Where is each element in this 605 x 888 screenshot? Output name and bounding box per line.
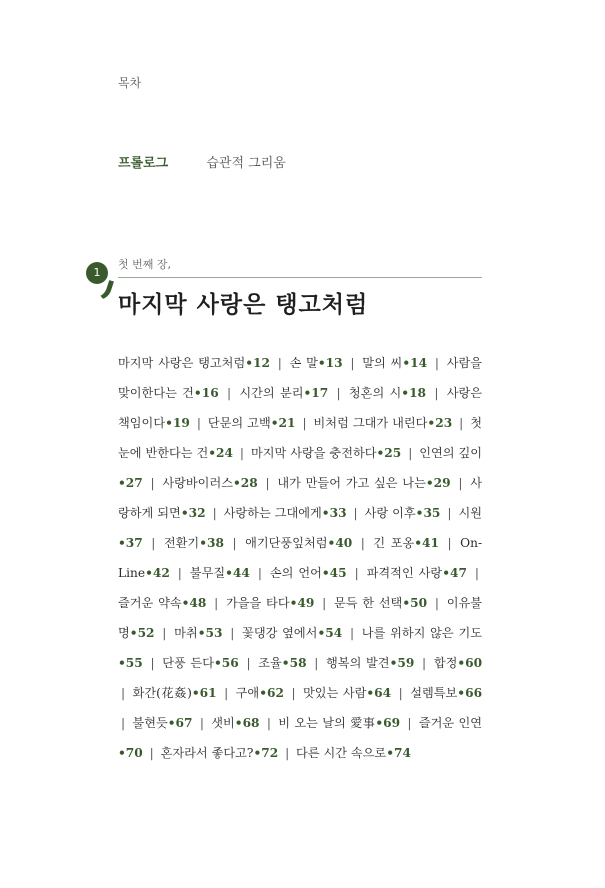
toc-entry-title: 애기단풍잎처럼 bbox=[245, 536, 328, 550]
toc-separator: | bbox=[314, 656, 319, 670]
toc-entry-page: •33 bbox=[321, 506, 347, 520]
toc-entry-title: 비 오는 날의 愛事 bbox=[278, 716, 376, 730]
prologue-line bbox=[118, 152, 286, 171]
toc-entry-title: 손 말 bbox=[289, 356, 318, 370]
toc-entry-page: •70 bbox=[118, 746, 143, 760]
toc-entry-page: •44 bbox=[225, 566, 250, 580]
toc-separator: | bbox=[224, 686, 229, 700]
toc-entry-title: 첫눈에 반한다는 건 bbox=[118, 416, 482, 460]
toc-separator: | bbox=[353, 506, 358, 520]
toc-entry-page: •41 bbox=[414, 536, 439, 550]
toc-entry-title: 비처럼 그대가 내린다 bbox=[313, 416, 428, 430]
toc-entry[interactable] bbox=[362, 356, 427, 370]
toc-entry-title: 문득 한 선택 bbox=[333, 596, 403, 610]
toc-separator: | bbox=[265, 476, 270, 490]
toc-entry-page: •74 bbox=[386, 746, 411, 760]
toc-entry-page: •59 bbox=[389, 656, 415, 670]
toc-separator: | bbox=[459, 416, 464, 430]
toc-separator: | bbox=[422, 656, 427, 670]
toc-entry-page: •40 bbox=[327, 536, 353, 550]
toc-separator: | bbox=[151, 536, 156, 550]
toc-entry-page: •13 bbox=[317, 356, 343, 370]
toc-separator: | bbox=[398, 686, 403, 700]
toc-entry[interactable] bbox=[226, 596, 314, 610]
toc-entry-page: •35 bbox=[415, 506, 441, 520]
toc-entry-title: 시간의 분리 bbox=[239, 386, 304, 400]
toc-entry[interactable] bbox=[296, 746, 411, 760]
toc-entry-title: 사람을 맞이한다는 건 bbox=[118, 356, 483, 400]
toc-entry-title: 꽃댕강 옆에서 bbox=[242, 626, 318, 640]
toc-separator: | bbox=[121, 686, 126, 700]
toc-entry-page: •37 bbox=[118, 536, 143, 550]
toc-entry-title: 혼자라서 좋다고? bbox=[160, 746, 254, 760]
toc-entry[interactable] bbox=[190, 566, 250, 580]
toc-entry[interactable] bbox=[162, 476, 257, 490]
toc-separator: | bbox=[336, 386, 341, 400]
toc-entry-title: 마지막 사랑을 충전하다 bbox=[250, 446, 377, 460]
toc-entry[interactable] bbox=[251, 446, 401, 460]
toc-entry-page: •38 bbox=[199, 536, 224, 550]
toc-entry[interactable] bbox=[410, 686, 482, 700]
toc-separator: | bbox=[257, 566, 262, 580]
toc-entry-page: •69 bbox=[375, 716, 401, 730]
toc-entry[interactable] bbox=[133, 686, 217, 700]
toc-entry-title: 화간(花姦) bbox=[132, 686, 192, 700]
toc-separator: | bbox=[360, 536, 365, 550]
toc-entry[interactable] bbox=[211, 716, 259, 730]
toc-entry-title: 인연의 깊이 bbox=[419, 446, 483, 460]
toc-entry-title: 나를 위하지 않은 기도 bbox=[361, 626, 482, 640]
toc-entry[interactable] bbox=[162, 656, 239, 670]
toc-entry-title: 시원 bbox=[458, 506, 482, 520]
toc-separator: | bbox=[434, 596, 439, 610]
chapter-number-label: 첫 번째 장, bbox=[118, 258, 171, 271]
toc-entry-title: 사랑은 책임이다 bbox=[118, 386, 483, 430]
toc-entry-title: 전환기 bbox=[163, 536, 200, 550]
toc-entry-page: •12 bbox=[245, 356, 270, 370]
toc-entry[interactable] bbox=[277, 476, 450, 490]
toc-separator: | bbox=[350, 356, 355, 370]
prologue-title: 습관적 그리움 bbox=[206, 156, 286, 171]
toc-entry-page: •61 bbox=[191, 686, 217, 700]
toc-entry-page: •62 bbox=[259, 686, 284, 700]
toc-entry[interactable] bbox=[164, 536, 224, 550]
toc-entry-page: •48 bbox=[181, 596, 207, 610]
toc-separator: | bbox=[266, 716, 271, 730]
toc-entry-title: 청혼의 시 bbox=[348, 386, 402, 400]
toc-entry[interactable] bbox=[118, 356, 270, 370]
toc-entry-page: •14 bbox=[402, 356, 428, 370]
toc-entry-page: •29 bbox=[425, 476, 451, 490]
toc-separator: | bbox=[322, 596, 327, 610]
toc-entry-list bbox=[118, 348, 482, 768]
toc-entry-title: 단문의 고백 bbox=[207, 416, 271, 430]
toc-entry-title: 즐거운 약속 bbox=[118, 596, 182, 610]
toc-entry[interactable] bbox=[118, 596, 206, 610]
toc-entry-page: •56 bbox=[214, 656, 239, 670]
toc-entry-page: •21 bbox=[270, 416, 296, 430]
toc-entry-title: 사랑하는 그대에게 bbox=[223, 506, 322, 520]
toc-entry-page: •54 bbox=[317, 626, 343, 640]
toc-separator: | bbox=[232, 536, 237, 550]
toc-entry-page: •17 bbox=[303, 386, 329, 400]
toc-entry[interactable] bbox=[349, 386, 426, 400]
toc-entry-page: •68 bbox=[234, 716, 260, 730]
toc-separator: | bbox=[212, 506, 217, 520]
toc-entry[interactable] bbox=[245, 536, 352, 550]
toc-entry[interactable] bbox=[365, 506, 441, 520]
toc-entry-page: •47 bbox=[442, 566, 467, 580]
toc-separator: | bbox=[434, 386, 439, 400]
toc-entry[interactable] bbox=[334, 596, 427, 610]
toc-separator: | bbox=[226, 386, 232, 400]
chapter-number-badge: 1 bbox=[86, 262, 108, 284]
toc-entry[interactable] bbox=[367, 566, 467, 580]
toc-entry[interactable] bbox=[174, 626, 222, 640]
toc-separator: | bbox=[199, 716, 204, 730]
toc-entry[interactable] bbox=[132, 716, 192, 730]
toc-entry-page: •55 bbox=[118, 656, 143, 670]
toc-separator: | bbox=[354, 566, 359, 580]
toc-entry-page: •53 bbox=[197, 626, 223, 640]
toc-entry[interactable] bbox=[270, 566, 347, 580]
toc-separator: | bbox=[302, 416, 307, 430]
toc-separator: | bbox=[474, 566, 479, 580]
toc-separator: | bbox=[434, 356, 439, 370]
toc-separator: | bbox=[239, 446, 245, 460]
toc-entry[interactable] bbox=[224, 506, 347, 520]
toc-entry-title: 즐거운 인연 bbox=[418, 716, 482, 730]
toc-entry-page: •58 bbox=[281, 656, 307, 670]
toc-entry-title: 사랑 이후 bbox=[364, 506, 416, 520]
toc-entry[interactable] bbox=[161, 746, 279, 760]
toc-entry-title: 긴 포옹 bbox=[373, 536, 415, 550]
toc-entry[interactable] bbox=[303, 686, 391, 700]
toc-entry-title: 파격적인 사랑 bbox=[366, 566, 443, 580]
toc-entry-page: •66 bbox=[457, 686, 483, 700]
toc-entry[interactable] bbox=[373, 536, 439, 550]
toc-entry-title: 샛비 bbox=[211, 716, 235, 730]
toc-separator: | bbox=[150, 656, 155, 670]
toc-separator: | bbox=[150, 476, 155, 490]
toc-entry-title: 다른 시간 속으로 bbox=[296, 746, 387, 760]
toc-entry-page: •42 bbox=[145, 566, 170, 580]
toc-entry-page: •25 bbox=[376, 446, 402, 460]
chapter-title: 마지막 사랑은 탱고처럼 bbox=[118, 291, 369, 318]
toc-separator: | bbox=[121, 716, 126, 730]
toc-entry[interactable] bbox=[236, 686, 284, 700]
toc-entry-page: •72 bbox=[253, 746, 279, 760]
toc-separator: | bbox=[447, 506, 452, 520]
toc-entry-page: •18 bbox=[401, 386, 427, 400]
toc-entry-title: 가을을 타다 bbox=[225, 596, 290, 610]
toc-separator: | bbox=[277, 356, 282, 370]
toc-entry-title: 사랑바이러스 bbox=[162, 476, 233, 490]
toc-separator: | bbox=[246, 656, 251, 670]
toc-entry[interactable] bbox=[239, 386, 328, 400]
toc-entry-page: •50 bbox=[402, 596, 428, 610]
toc-entry-page: •24 bbox=[208, 446, 233, 460]
toc-entry-title: 사랑하게 되면 bbox=[118, 476, 482, 520]
toc-separator: | bbox=[285, 746, 290, 760]
toc-separator: | bbox=[349, 626, 355, 640]
toc-separator: | bbox=[196, 416, 201, 430]
toc-separator: | bbox=[458, 476, 463, 490]
toc-entry-page: •45 bbox=[321, 566, 347, 580]
toc-entry-title: 내가 만들어 가고 싶은 나는 bbox=[277, 476, 426, 490]
toc-entry-title: 마지막 사랑은 탱고처럼 bbox=[118, 356, 246, 370]
toc-entry-page: •27 bbox=[118, 476, 143, 490]
toc-entry-title: 이유불명 bbox=[118, 596, 483, 640]
toc-entry-page: •67 bbox=[167, 716, 193, 730]
toc-entry-title: 마취 bbox=[174, 626, 198, 640]
toc-heading: 목차 bbox=[118, 76, 142, 90]
toc-separator: | bbox=[177, 566, 182, 580]
toc-entry-page: •16 bbox=[193, 386, 219, 400]
toc-entry[interactable] bbox=[242, 626, 342, 640]
toc-separator: | bbox=[230, 626, 235, 640]
toc-entry-page: •64 bbox=[366, 686, 392, 700]
toc-entry[interactable] bbox=[258, 656, 306, 670]
toc-separator: | bbox=[408, 446, 413, 460]
toc-entry[interactable] bbox=[208, 416, 296, 430]
toc-entry[interactable] bbox=[326, 656, 414, 670]
toc-entry-title: 설렘특보 bbox=[410, 686, 458, 700]
toc-entry-page: •32 bbox=[180, 506, 206, 520]
toc-entry-title: 맛있는 사람 bbox=[303, 686, 367, 700]
toc-separator: | bbox=[447, 536, 452, 550]
toc-separator: | bbox=[291, 686, 296, 700]
toc-entry-page: •23 bbox=[427, 416, 453, 430]
toc-separator: | bbox=[149, 746, 154, 760]
toc-entry-page: •19 bbox=[165, 416, 190, 430]
toc-entry-title: 불무질 bbox=[189, 566, 226, 580]
toc-separator: | bbox=[407, 716, 412, 730]
toc-entry[interactable] bbox=[314, 416, 453, 430]
toc-entry-title: 불현듯 bbox=[132, 716, 168, 730]
toc-entry-title: On-Line bbox=[118, 536, 483, 580]
prologue-label: 프롤로그 bbox=[118, 156, 169, 171]
toc-entry-page: •60 bbox=[457, 656, 483, 670]
toc-entry-page: •49 bbox=[289, 596, 315, 610]
toc-separator: | bbox=[214, 596, 219, 610]
toc-entry-page: •52 bbox=[129, 626, 155, 640]
toc-entry-title: 조율 bbox=[258, 656, 282, 670]
toc-separator: | bbox=[162, 626, 167, 640]
toc-entry[interactable] bbox=[434, 656, 482, 670]
toc-entry[interactable] bbox=[278, 716, 400, 730]
toc-entry-title: 말의 씨 bbox=[362, 356, 403, 370]
toc-entry-title: 단풍 든다 bbox=[162, 656, 215, 670]
toc-entry[interactable] bbox=[290, 356, 343, 370]
toc-entry-page: •28 bbox=[233, 476, 258, 490]
toc-entry-title: 손의 언어 bbox=[269, 566, 322, 580]
chapter-divider bbox=[118, 277, 482, 278]
toc-entry-title: 구애 bbox=[235, 686, 260, 700]
toc-entry-title: 합정 bbox=[433, 656, 458, 670]
toc-entry-title: 행복의 발견 bbox=[326, 656, 390, 670]
